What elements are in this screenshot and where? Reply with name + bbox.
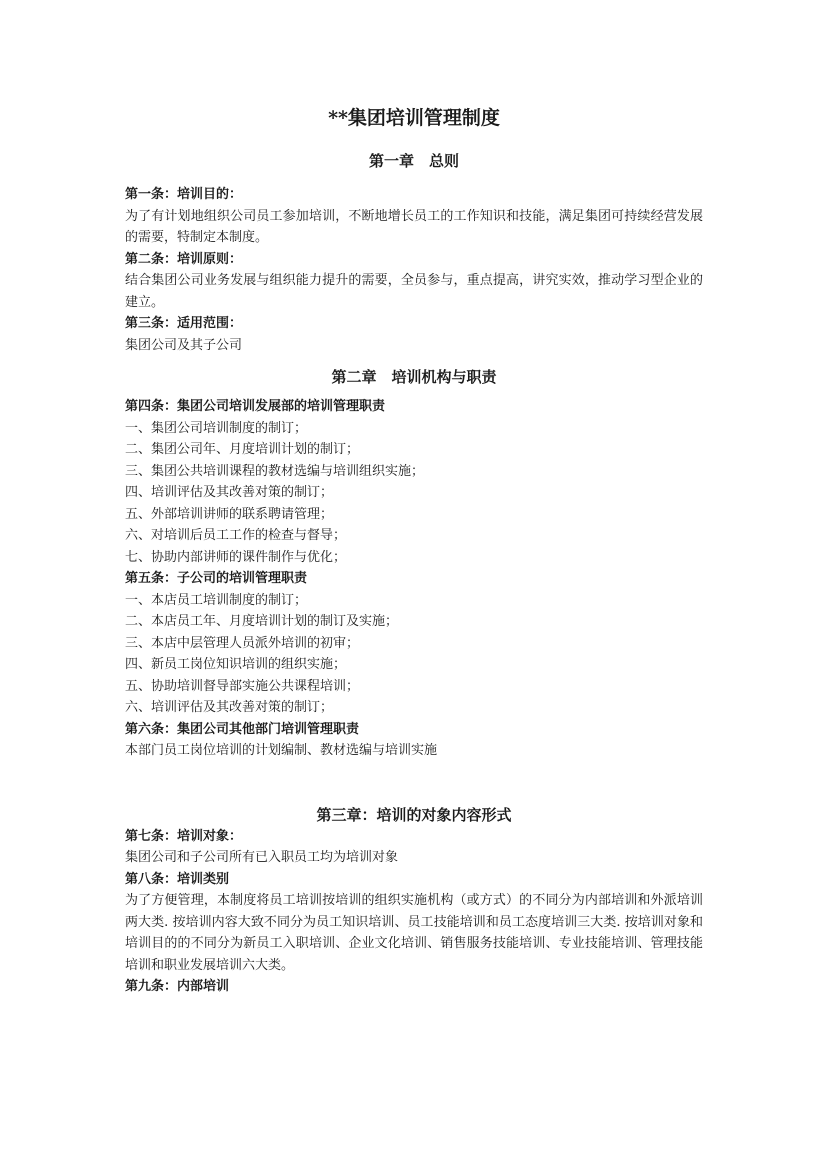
article-5-item: 三、本店中层管理人员派外培训的初审； xyxy=(125,635,360,651)
document-title: **集团培训管理制度 xyxy=(328,107,500,129)
chapter-1-heading: 第一章 总则 xyxy=(368,152,459,170)
article-1-heading: 第一条：培训目的： xyxy=(125,187,243,202)
article-4-item: 五、外部培训讲师的联系聘请管理； xyxy=(125,506,334,522)
chapter-2-heading: 第二章 培训机构与职责 xyxy=(331,368,497,386)
article-3-text: 集团公司及其子公司 xyxy=(125,337,243,353)
article-4-item: 一、集团公司培训制度的制订； xyxy=(125,420,308,436)
article-5-item: 四、新员工岗位知识培训的组织实施； xyxy=(125,657,347,672)
article-5-heading: 第五条：子公司的培训管理职责 xyxy=(125,571,308,586)
article-4-item: 三、集团公共培训课程的教材选编与培训组织实施； xyxy=(125,463,425,479)
article-5-item: 二、本店员工年、月度培训计划的制订及实施； xyxy=(125,614,399,629)
article-4-item: 六、对培训后员工工作的检查与督导； xyxy=(125,528,347,543)
article-8-heading: 第八条：培训类别 xyxy=(125,871,230,887)
article-5-item: 五、协助培训督导部实施公共课程培训； xyxy=(125,678,360,694)
article-8-text: 为了方便管理，本制度将员工培训按培训的组织实施机构（或方式）的不同分为内部培训和外派培训两大类. 按培训内容大致不同分为员工知识培训、员工技能培训和员工态度培训三大类. 按培训对象和培训目的的不同分为新员工入职培训、企业文化培训、销售服务技能培训、专业技能培训、管理技能培训和职业发展培训六大类。 xyxy=(125,893,703,973)
article-6-heading: 第六条：集团公司其他部门培训管理职责 xyxy=(125,721,360,737)
document-page xyxy=(125,104,703,998)
article-5-item: 一、本店员工培训制度的制订； xyxy=(125,592,308,608)
article-9-heading: 第九条：内部培训 xyxy=(125,979,230,994)
article-6-text: 本部门员工岗位培训的计划编制、教材选编与培训实施 xyxy=(125,743,438,758)
article-2-text: 结合集团公司业务发展与组织能力提升的需要，全员参与，重点提高，讲究实效，推动学习型企业的建立。 xyxy=(125,273,703,310)
article-4-heading: 第四条：集团公司培训发展部的培训管理职责 xyxy=(125,399,386,414)
article-7-text: 集团公司和子公司所有已入职员工均为培训对象 xyxy=(125,850,399,865)
article-5-item: 六、培训评估及其改善对策的制订； xyxy=(125,700,334,715)
article-2-heading: 第二条：培训原则： xyxy=(125,251,243,267)
article-1-text: 为了有计划地组织公司员工参加培训，不断地增长员工的工作知识和技能，满足集团可持续经营发展的需要，特制定本制度。 xyxy=(125,208,703,245)
article-7-heading: 第七条：培训对象： xyxy=(125,828,243,844)
article-3-heading: 第三条：适用范围： xyxy=(125,316,243,331)
article-4-item: 四、培训评估及其改善对策的制订； xyxy=(125,485,334,500)
chapter-3-heading: 第三章：培训的对象内容形式 xyxy=(316,805,512,824)
article-4-item: 二、集团公司年、月度培训计划的制订； xyxy=(125,442,360,457)
article-4-item: 七、协助内部讲师的课件制作与优化； xyxy=(125,549,347,565)
